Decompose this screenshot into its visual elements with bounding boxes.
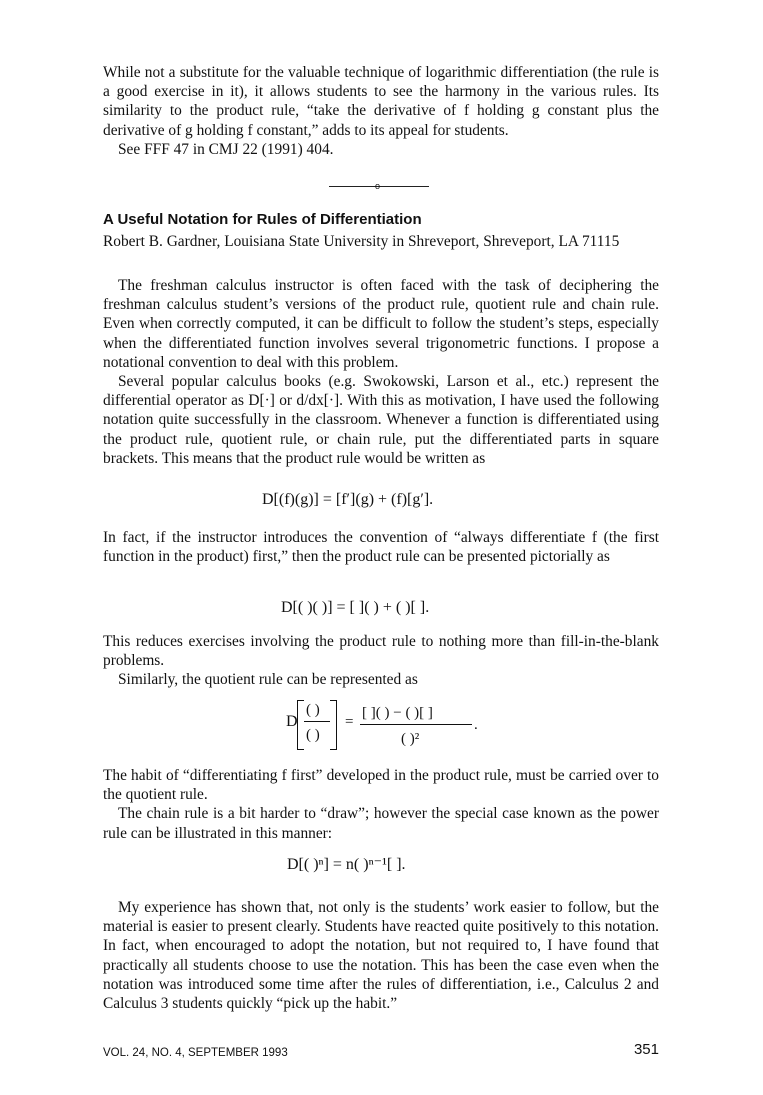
quotient-left-numerator: ( ) [306,702,320,718]
intro-block [103,63,659,159]
paragraph-6: The habit of “differentiating f first” developed in the product rule, must be carried over to the quotient rule. [103,767,659,804]
body-block-4 [103,766,659,843]
power-rule-equation [287,855,406,875]
paragraph-4: This reduces exercises involving the product rule to nothing more than fill-in-the-blank problems. [103,633,659,670]
paragraph-2: Several popular calculus books (e.g. Swokowski, Larson et al., etc.) represent the differential operator as D[·] or d/dx[·]. With this as motivation, I have used the following notation quite successfully in the classroom. Whenever a function is differentiated using the product rule, quotient rule, or chain rule, put the differentiated parts in square brackets. This means that the product rule would be written as [103,373,659,467]
pictorial-product-rule: D[( )( )] = [ ]( ) + ( )[ ]. [281,599,430,616]
journal-issue-footer: VOL. 24, NO. 4, SEPTEMBER 1993 [103,1047,288,1059]
quotient-period: . [474,717,478,733]
paragraph-5: Similarly, the quotient rule can be represented as [118,671,418,689]
quotient-left-denominator: ( ) [306,727,320,743]
intro-paragraph: While not a substitute for the valuable technique of logarithmic differentiation (the rule is a good exercise in it), it allows students to see the harmony in the various rules. Its similarity to the product rule, “take the derivative of f holding g constant plus the derivative of g holding f constant,” adds to its appeal for students. [103,64,659,139]
power-rule-rhs: = n( )ⁿ⁻¹[ ]. [332,856,406,873]
paragraph-1: The freshman calculus instructor is often faced with the task of deciphering the freshman calculus student’s versions of the product rule, quotient rule and chain rule. Even when correctly computed, it can be difficult to follow the student’s steps, especially when the differentiated function involves several trigonometric functions. I propose a notational convention to deal with this problem. [103,277,659,371]
quotient-operator: D [286,713,298,730]
body-block-5 [103,898,659,1013]
page-number: 351 [633,1041,659,1058]
quotient-right-numerator: [ ]( ) − ( )[ ] [362,705,433,721]
quotient-right-denominator: ( )² [401,731,420,747]
body-block-2 [103,528,659,566]
power-rule-lhs: D[( )ⁿ] [287,856,329,873]
author-line: Robert B. Gardner, Louisiana State University in Shreveport, Shreveport, LA 71115 [103,233,620,250]
paragraph-3: In fact, if the instructor introduces the convention of “always differentiate f (the first function in the product) first,” then the product rule can be presented pictorially as [103,529,659,566]
paragraph-7: The chain rule is a bit harder to “draw”; however the special case known as the power rule can be illustrated in this manner: [103,805,659,842]
paragraph-8: My experience has shown that, not only is the students’ work easier to follow, but the material is easier to present clearly. Students have reacted quite positively to this notation. In fact, when encouraged to adopt the notation, but not required to, I have found that practically all students choose to use the notation. This has been the case even when the notation was introduced some time after the rules of differentiation, i.e., Calculus 2 and Calculus 3 students quickly “pick up the habit.” [103,899,659,1013]
author-block [103,232,659,251]
quotient-right-bar [360,724,472,725]
quotient-left-bracket [297,700,304,750]
body-block-3 [103,632,659,690]
body-block-1 [103,276,659,468]
product-rule-equation: D[(f)(g)] = [f′](g) + (f)[g′]. [262,491,434,508]
quotient-right-bracket [330,700,337,750]
reference-line: See FFF 47 in CMJ 22 (1991) 404. [118,140,334,158]
quotient-left-bar [304,721,330,722]
article-title: A Useful Notation for Rules of Differentiation [103,211,422,228]
separator-glyph: o [375,181,381,191]
quotient-equals: = [345,714,354,730]
